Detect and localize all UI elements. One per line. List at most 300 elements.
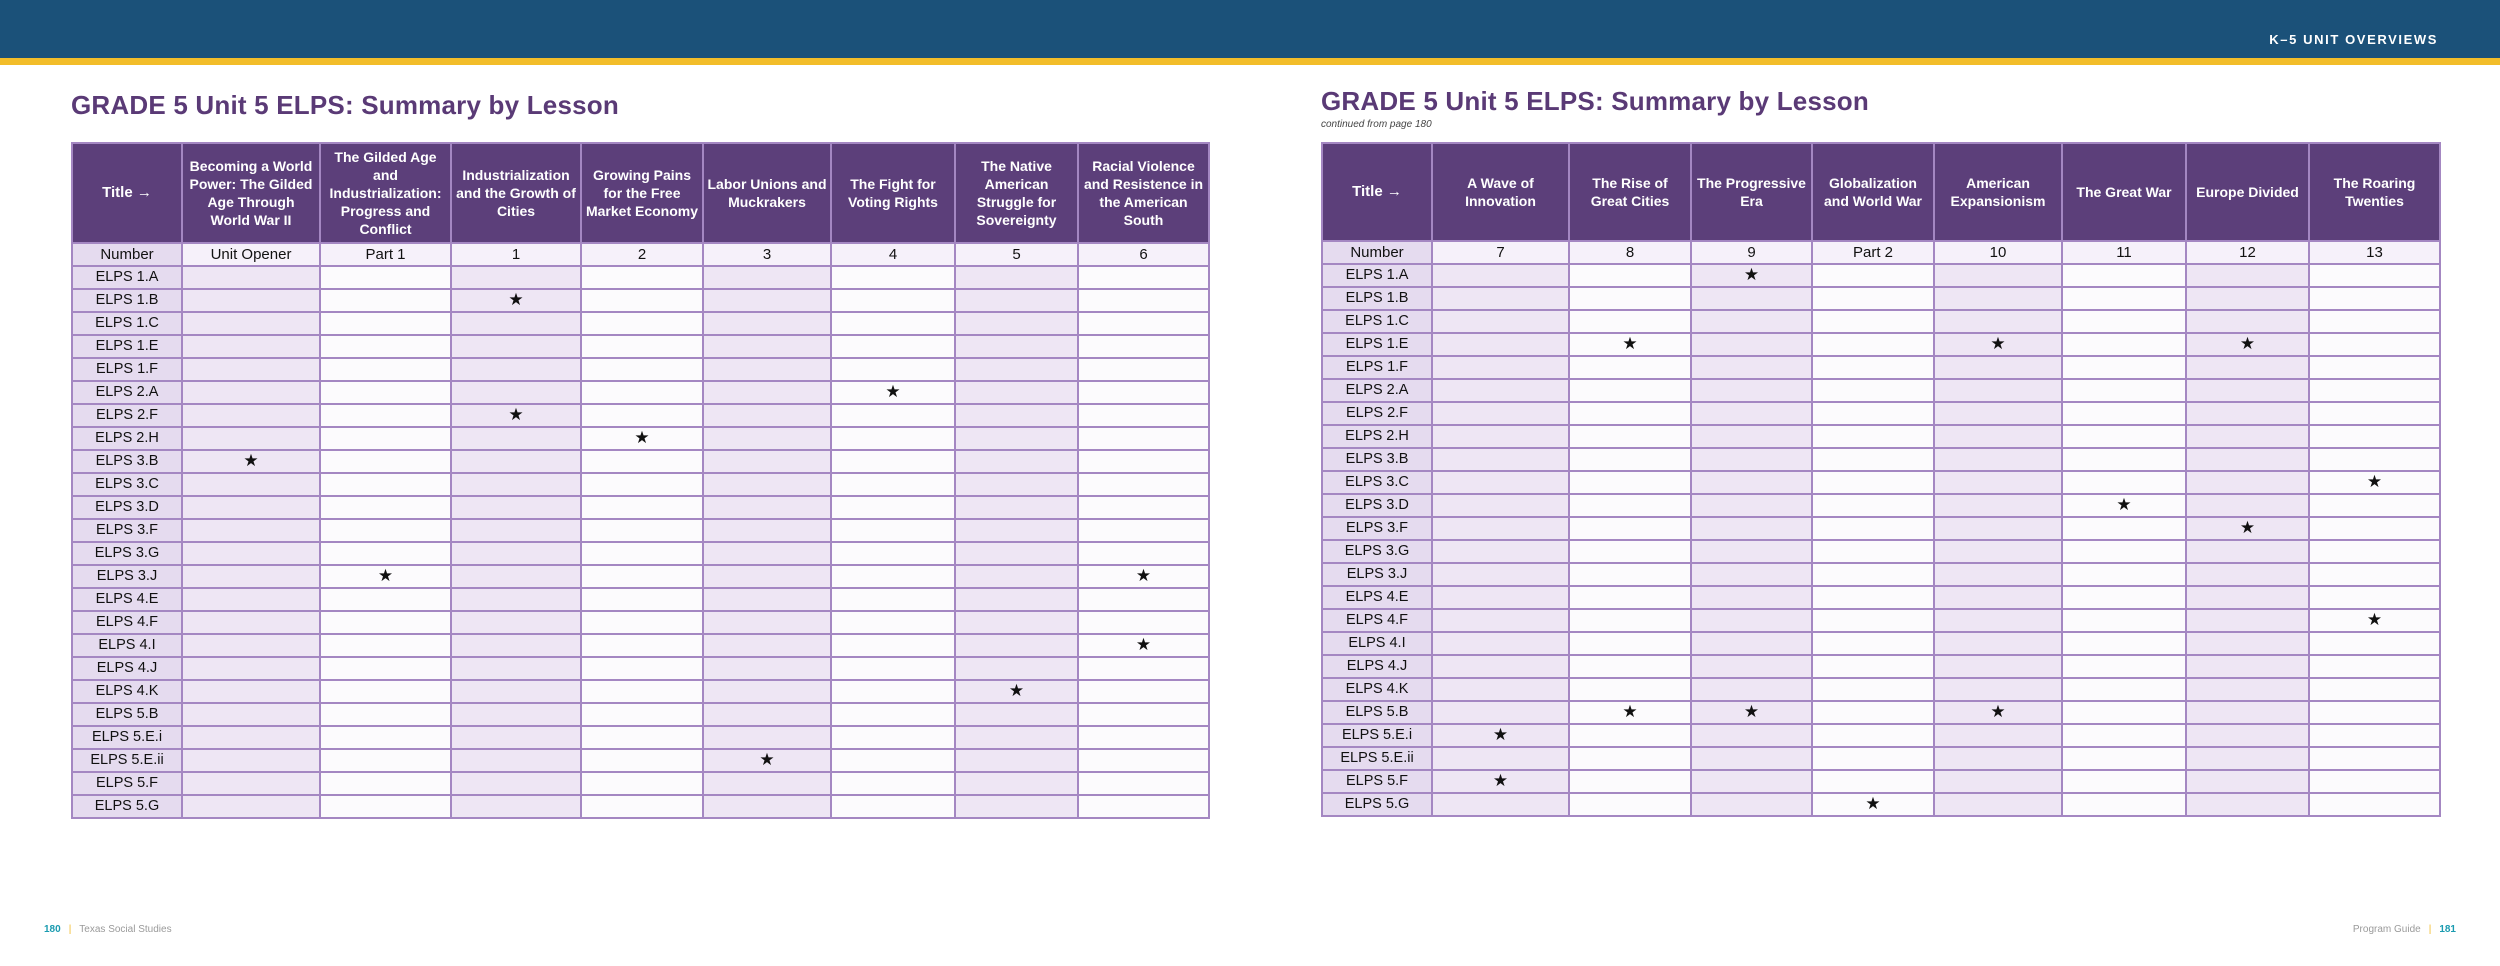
mark-cell bbox=[2309, 678, 2440, 701]
lesson-number-cell: 8 bbox=[1569, 241, 1691, 264]
mark-cell bbox=[2309, 356, 2440, 379]
mark-cell bbox=[320, 496, 451, 519]
elps-standard-label: ELPS 1.C bbox=[1322, 310, 1432, 333]
star-icon: ★ bbox=[2239, 334, 2256, 353]
mark-cell bbox=[320, 565, 451, 588]
mark-cell bbox=[182, 473, 320, 496]
mark-cell bbox=[182, 266, 320, 289]
table-row bbox=[1322, 540, 2440, 563]
mark-cell bbox=[320, 312, 451, 335]
mark-cell bbox=[955, 542, 1078, 565]
mark-cell bbox=[1569, 586, 1691, 609]
mark-cell bbox=[1432, 448, 1569, 471]
mark-cell bbox=[1569, 747, 1691, 770]
mark-cell bbox=[1078, 542, 1209, 565]
mark-cell bbox=[1934, 701, 2062, 724]
mark-cell bbox=[1078, 312, 1209, 335]
mark-cell bbox=[451, 749, 581, 772]
mark-cell bbox=[2309, 333, 2440, 356]
mark-cell bbox=[703, 450, 831, 473]
lesson-number-cell: 1 bbox=[451, 243, 581, 266]
table-row bbox=[72, 312, 1209, 335]
elps-standard-label: ELPS 3.F bbox=[1322, 517, 1432, 540]
mark-cell bbox=[1569, 540, 1691, 563]
mark-cell bbox=[831, 680, 955, 703]
mark-cell bbox=[320, 289, 451, 312]
mark-cell bbox=[2186, 678, 2309, 701]
mark-cell bbox=[320, 358, 451, 381]
table-row bbox=[72, 519, 1209, 542]
mark-cell bbox=[1569, 264, 1691, 287]
mark-cell bbox=[1691, 333, 1812, 356]
elps-standard-label: ELPS 4.K bbox=[72, 680, 182, 703]
table-row bbox=[72, 266, 1209, 289]
mark-cell bbox=[1569, 724, 1691, 747]
mark-cell bbox=[2309, 517, 2440, 540]
mark-cell bbox=[1078, 634, 1209, 657]
mark-cell bbox=[581, 565, 703, 588]
mark-cell bbox=[451, 726, 581, 749]
mark-cell bbox=[1569, 287, 1691, 310]
table-row bbox=[1322, 609, 2440, 632]
mark-cell bbox=[1432, 287, 1569, 310]
mark-cell bbox=[703, 565, 831, 588]
elps-standard-label: ELPS 4.K bbox=[1322, 678, 1432, 701]
mark-cell bbox=[1691, 770, 1812, 793]
mark-cell bbox=[1934, 609, 2062, 632]
lesson-title-header: The Roaring Twenties bbox=[2309, 143, 2440, 241]
table-row bbox=[1322, 402, 2440, 425]
table-row bbox=[1322, 494, 2440, 517]
mark-cell bbox=[451, 289, 581, 312]
mark-cell bbox=[451, 703, 581, 726]
mark-cell bbox=[831, 703, 955, 726]
mark-cell bbox=[2309, 793, 2440, 816]
elps-standard-label: ELPS 4.F bbox=[1322, 609, 1432, 632]
mark-cell bbox=[955, 381, 1078, 404]
elps-standard-label: ELPS 4.J bbox=[1322, 655, 1432, 678]
mark-cell bbox=[2186, 655, 2309, 678]
table-row bbox=[1322, 793, 2440, 816]
mark-cell bbox=[1812, 379, 1934, 402]
mark-cell bbox=[1812, 770, 1934, 793]
mark-cell bbox=[2062, 632, 2186, 655]
mark-cell bbox=[2309, 540, 2440, 563]
lesson-title-header: The Fight for Voting Rights bbox=[831, 143, 955, 243]
mark-cell bbox=[703, 473, 831, 496]
mark-cell bbox=[2062, 287, 2186, 310]
right-page-number: 181 bbox=[2439, 924, 2456, 935]
elps-standard-label: ELPS 5.B bbox=[1322, 701, 1432, 724]
mark-cell bbox=[831, 772, 955, 795]
mark-cell bbox=[955, 404, 1078, 427]
mark-cell bbox=[1812, 724, 1934, 747]
title-header-cell: Title → bbox=[72, 143, 182, 243]
mark-cell bbox=[955, 703, 1078, 726]
mark-cell bbox=[2062, 425, 2186, 448]
star-icon: ★ bbox=[1622, 334, 1638, 353]
mark-cell bbox=[2062, 356, 2186, 379]
mark-cell bbox=[451, 473, 581, 496]
mark-cell bbox=[2062, 540, 2186, 563]
mark-cell bbox=[703, 680, 831, 703]
mark-cell bbox=[955, 496, 1078, 519]
mark-cell bbox=[320, 266, 451, 289]
mark-cell bbox=[1691, 379, 1812, 402]
mark-cell bbox=[2062, 770, 2186, 793]
mark-cell bbox=[320, 772, 451, 795]
mark-cell bbox=[1569, 356, 1691, 379]
mark-cell bbox=[581, 657, 703, 680]
mark-cell bbox=[1078, 588, 1209, 611]
mark-cell bbox=[1432, 379, 1569, 402]
mark-cell bbox=[581, 795, 703, 818]
mark-cell bbox=[2186, 586, 2309, 609]
elps-standard-label: ELPS 5.F bbox=[72, 772, 182, 795]
mark-cell bbox=[831, 289, 955, 312]
lesson-title-header: The Great War bbox=[2062, 143, 2186, 241]
elps-standard-label: ELPS 3.C bbox=[72, 473, 182, 496]
mark-cell bbox=[2309, 471, 2440, 494]
star-icon: ★ bbox=[2116, 495, 2132, 514]
table-row bbox=[72, 634, 1209, 657]
mark-cell bbox=[1934, 563, 2062, 586]
elps-standard-label: ELPS 3.J bbox=[72, 565, 182, 588]
mark-cell bbox=[1934, 402, 2062, 425]
mark-cell bbox=[451, 312, 581, 335]
mark-cell bbox=[2062, 448, 2186, 471]
mark-cell bbox=[1432, 586, 1569, 609]
mark-cell bbox=[2309, 494, 2440, 517]
mark-cell bbox=[1078, 657, 1209, 680]
mark-cell bbox=[2309, 609, 2440, 632]
mark-cell bbox=[2186, 333, 2309, 356]
elps-standard-label: ELPS 5.E.i bbox=[72, 726, 182, 749]
elps-standard-label: ELPS 3.B bbox=[72, 450, 182, 473]
mark-cell bbox=[581, 381, 703, 404]
star-icon: ★ bbox=[2366, 472, 2383, 491]
mark-cell bbox=[2062, 563, 2186, 586]
lesson-number-cell: 13 bbox=[2309, 241, 2440, 264]
mark-cell bbox=[1934, 425, 2062, 448]
mark-cell bbox=[831, 381, 955, 404]
lesson-title-header: Globalization and World War bbox=[1812, 143, 1934, 241]
star-icon: ★ bbox=[1743, 265, 1760, 284]
mark-cell bbox=[1078, 496, 1209, 519]
mark-cell bbox=[703, 335, 831, 358]
lesson-number-cell: 11 bbox=[2062, 241, 2186, 264]
elps-standard-label: ELPS 3.G bbox=[72, 542, 182, 565]
mark-cell bbox=[1812, 402, 1934, 425]
star-icon: ★ bbox=[377, 566, 394, 585]
table-row bbox=[72, 381, 1209, 404]
lesson-title-header: Labor Unions and Muckrakers bbox=[703, 143, 831, 243]
mark-cell bbox=[955, 795, 1078, 818]
mark-cell bbox=[1934, 770, 2062, 793]
mark-cell bbox=[703, 772, 831, 795]
mark-cell bbox=[1691, 402, 1812, 425]
mark-cell bbox=[451, 565, 581, 588]
mark-cell bbox=[1691, 310, 1812, 333]
mark-cell bbox=[2062, 517, 2186, 540]
mark-cell bbox=[451, 519, 581, 542]
mark-cell bbox=[1569, 655, 1691, 678]
lesson-title-header: A Wave of Innovation bbox=[1432, 143, 1569, 241]
mark-cell bbox=[451, 611, 581, 634]
mark-cell bbox=[2186, 609, 2309, 632]
mark-cell bbox=[1812, 586, 1934, 609]
continued-note: continued from page 180 bbox=[1321, 119, 1432, 130]
mark-cell bbox=[1432, 471, 1569, 494]
mark-cell bbox=[451, 657, 581, 680]
mark-cell bbox=[1078, 404, 1209, 427]
mark-cell bbox=[1691, 701, 1812, 724]
mark-cell bbox=[581, 542, 703, 565]
mark-cell bbox=[581, 726, 703, 749]
lesson-title-header: Becoming a World Power: The Gilded Age Through World War II bbox=[182, 143, 320, 243]
mark-cell bbox=[1569, 563, 1691, 586]
mark-cell bbox=[1934, 793, 2062, 816]
mark-cell bbox=[703, 611, 831, 634]
mark-cell bbox=[581, 473, 703, 496]
mark-cell bbox=[1569, 770, 1691, 793]
mark-cell bbox=[320, 588, 451, 611]
elps-standard-label: ELPS 1.E bbox=[72, 335, 182, 358]
header-accent-stripe bbox=[0, 58, 2500, 65]
mark-cell bbox=[581, 404, 703, 427]
mark-cell bbox=[1569, 310, 1691, 333]
mark-cell bbox=[1934, 747, 2062, 770]
mark-cell bbox=[1812, 264, 1934, 287]
mark-cell bbox=[1078, 772, 1209, 795]
mark-cell bbox=[1569, 609, 1691, 632]
mark-cell bbox=[2186, 770, 2309, 793]
mark-cell bbox=[1432, 333, 1569, 356]
mark-cell bbox=[2062, 724, 2186, 747]
mark-cell bbox=[2062, 379, 2186, 402]
number-label-cell: Number bbox=[1322, 241, 1432, 264]
elps-standard-label: ELPS 5.G bbox=[72, 795, 182, 818]
table-row bbox=[72, 565, 1209, 588]
table-row bbox=[1322, 471, 2440, 494]
mark-cell bbox=[703, 381, 831, 404]
mark-cell bbox=[1078, 795, 1209, 818]
mark-cell bbox=[2309, 379, 2440, 402]
mark-cell bbox=[955, 289, 1078, 312]
mark-cell bbox=[703, 542, 831, 565]
mark-cell bbox=[1812, 287, 1934, 310]
mark-cell bbox=[1812, 333, 1934, 356]
elps-standard-label: ELPS 2.F bbox=[1322, 402, 1432, 425]
mark-cell bbox=[182, 358, 320, 381]
right-footer: Program Guide | 181 bbox=[2352, 924, 2456, 935]
mark-cell bbox=[1934, 264, 2062, 287]
elps-standard-label: ELPS 5.E.ii bbox=[72, 749, 182, 772]
elps-standard-label: ELPS 3.F bbox=[72, 519, 182, 542]
mark-cell bbox=[1569, 494, 1691, 517]
mark-cell bbox=[955, 680, 1078, 703]
mark-cell bbox=[2186, 540, 2309, 563]
elps-standard-label: ELPS 5.E.i bbox=[1322, 724, 1432, 747]
mark-cell bbox=[1432, 770, 1569, 793]
mark-cell bbox=[182, 749, 320, 772]
mark-cell bbox=[1691, 356, 1812, 379]
star-icon: ★ bbox=[1865, 794, 1881, 813]
table-row bbox=[1322, 448, 2440, 471]
table-row bbox=[72, 473, 1209, 496]
mark-cell bbox=[1432, 724, 1569, 747]
mark-cell bbox=[1934, 310, 2062, 333]
star-icon: ★ bbox=[1622, 702, 1638, 721]
mark-cell bbox=[2309, 586, 2440, 609]
table-row bbox=[72, 427, 1209, 450]
mark-cell bbox=[581, 496, 703, 519]
elps-standard-label: ELPS 1.A bbox=[1322, 264, 1432, 287]
mark-cell bbox=[451, 542, 581, 565]
elps-standard-label: ELPS 2.F bbox=[72, 404, 182, 427]
table-row bbox=[72, 680, 1209, 703]
lesson-number-cell: Part 2 bbox=[1812, 241, 1934, 264]
mark-cell bbox=[2186, 310, 2309, 333]
mark-cell bbox=[1691, 517, 1812, 540]
star-icon: ★ bbox=[1492, 725, 1509, 744]
table-row bbox=[1322, 379, 2440, 402]
mark-cell bbox=[831, 611, 955, 634]
mark-cell bbox=[182, 680, 320, 703]
star-icon: ★ bbox=[508, 405, 524, 424]
table-row bbox=[72, 542, 1209, 565]
star-icon: ★ bbox=[1492, 771, 1509, 790]
mark-cell bbox=[831, 335, 955, 358]
mark-cell bbox=[581, 772, 703, 795]
mark-cell bbox=[320, 542, 451, 565]
lesson-number-cell: Part 1 bbox=[320, 243, 451, 266]
mark-cell bbox=[831, 726, 955, 749]
mark-cell bbox=[1432, 494, 1569, 517]
mark-cell bbox=[703, 427, 831, 450]
mark-cell bbox=[1934, 724, 2062, 747]
mark-cell bbox=[703, 588, 831, 611]
mark-cell bbox=[1691, 563, 1812, 586]
mark-cell bbox=[1432, 563, 1569, 586]
mark-cell bbox=[703, 266, 831, 289]
table-row bbox=[72, 657, 1209, 680]
mark-cell bbox=[451, 634, 581, 657]
lesson-title-header: Europe Divided bbox=[2186, 143, 2309, 241]
elps-standard-label: ELPS 4.E bbox=[72, 588, 182, 611]
mark-cell bbox=[1812, 563, 1934, 586]
mark-cell bbox=[1934, 356, 2062, 379]
mark-cell bbox=[831, 519, 955, 542]
mark-cell bbox=[2309, 655, 2440, 678]
mark-cell bbox=[2062, 793, 2186, 816]
mark-cell bbox=[182, 335, 320, 358]
mark-cell bbox=[320, 703, 451, 726]
table-row bbox=[72, 289, 1209, 312]
mark-cell bbox=[1432, 425, 1569, 448]
mark-cell bbox=[2186, 701, 2309, 724]
mark-cell bbox=[2186, 632, 2309, 655]
star-icon: ★ bbox=[1990, 334, 2006, 353]
mark-cell bbox=[703, 519, 831, 542]
mark-cell bbox=[2062, 655, 2186, 678]
mark-cell bbox=[1934, 287, 2062, 310]
mark-cell bbox=[1569, 425, 1691, 448]
mark-cell bbox=[831, 749, 955, 772]
mark-cell bbox=[1432, 310, 1569, 333]
mark-cell bbox=[1432, 632, 1569, 655]
mark-cell bbox=[451, 404, 581, 427]
mark-cell bbox=[1691, 678, 1812, 701]
mark-cell bbox=[955, 611, 1078, 634]
mark-cell bbox=[1569, 448, 1691, 471]
mark-cell bbox=[581, 703, 703, 726]
section-label: K–5 UNIT OVERVIEWS bbox=[2269, 32, 2438, 47]
mark-cell bbox=[182, 795, 320, 818]
mark-cell bbox=[2062, 310, 2186, 333]
left-elps-table bbox=[71, 142, 1210, 819]
mark-cell bbox=[1812, 425, 1934, 448]
mark-cell bbox=[955, 519, 1078, 542]
mark-cell bbox=[1691, 540, 1812, 563]
lesson-title-header: Racial Violence and Resistence in the American South bbox=[1078, 143, 1209, 243]
mark-cell bbox=[1078, 335, 1209, 358]
table-row bbox=[1322, 770, 2440, 793]
elps-standard-label: ELPS 1.B bbox=[1322, 287, 1432, 310]
mark-cell bbox=[703, 404, 831, 427]
table-row bbox=[72, 335, 1209, 358]
lesson-number-cell: 7 bbox=[1432, 241, 1569, 264]
mark-cell bbox=[1812, 517, 1934, 540]
elps-standard-label: ELPS 2.H bbox=[1322, 425, 1432, 448]
mark-cell bbox=[1569, 678, 1691, 701]
mark-cell bbox=[2309, 425, 2440, 448]
table-row bbox=[1322, 356, 2440, 379]
mark-cell bbox=[182, 657, 320, 680]
table-row bbox=[72, 404, 1209, 427]
elps-standard-label: ELPS 3.D bbox=[72, 496, 182, 519]
star-icon: ★ bbox=[1135, 566, 1152, 585]
mark-cell bbox=[1934, 379, 2062, 402]
mark-cell bbox=[1691, 471, 1812, 494]
elps-standard-label: ELPS 5.E.ii bbox=[1322, 747, 1432, 770]
mark-cell bbox=[2062, 264, 2186, 287]
left-page-number: 180 bbox=[44, 924, 61, 935]
mark-cell bbox=[581, 450, 703, 473]
lesson-number-row bbox=[72, 243, 1209, 266]
mark-cell bbox=[1432, 540, 1569, 563]
star-icon: ★ bbox=[2366, 610, 2383, 629]
mark-cell bbox=[2186, 448, 2309, 471]
mark-cell bbox=[1432, 655, 1569, 678]
mark-cell bbox=[182, 588, 320, 611]
mark-cell bbox=[320, 381, 451, 404]
lesson-title-header: The Rise of Great Cities bbox=[1569, 143, 1691, 241]
mark-cell bbox=[2062, 333, 2186, 356]
table-row bbox=[1322, 287, 2440, 310]
lesson-title-header: The Progressive Era bbox=[1691, 143, 1812, 241]
mark-cell bbox=[320, 611, 451, 634]
mark-cell bbox=[1432, 678, 1569, 701]
mark-cell bbox=[1569, 471, 1691, 494]
mark-cell bbox=[1691, 264, 1812, 287]
mark-cell bbox=[182, 542, 320, 565]
mark-cell bbox=[320, 427, 451, 450]
elps-standard-label: ELPS 1.C bbox=[72, 312, 182, 335]
mark-cell bbox=[1078, 726, 1209, 749]
mark-cell bbox=[1078, 565, 1209, 588]
mark-cell bbox=[2309, 747, 2440, 770]
